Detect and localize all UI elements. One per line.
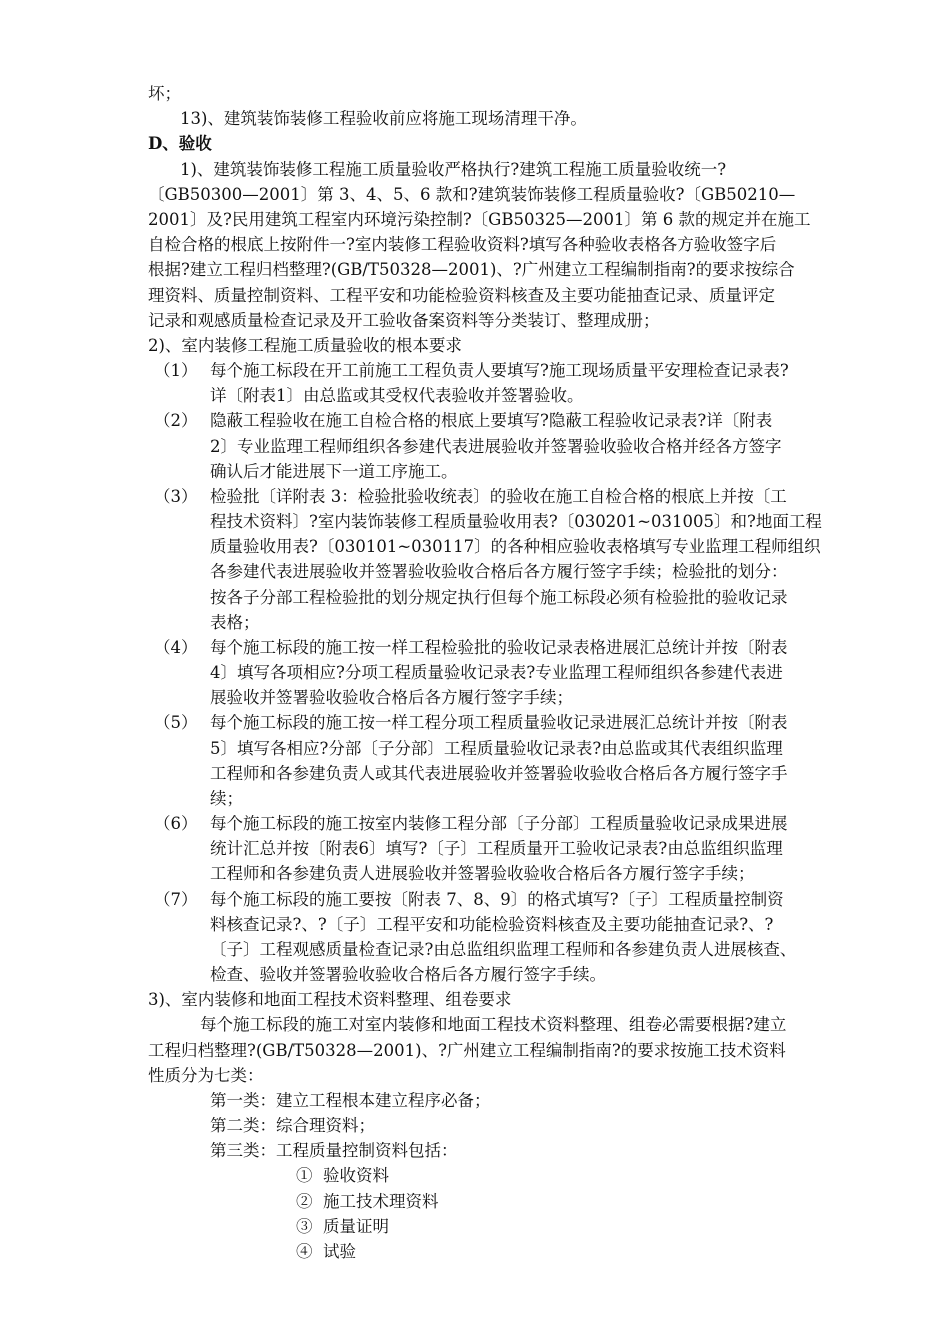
text-line: 续； xyxy=(210,789,243,808)
text-line: 质量验收用表?〔030101~030117〕的各种相应验收表格填写专业监理工程师组织 xyxy=(210,537,821,556)
text-line: 5〕填写各相应?分部〔子分部〕工程质量验收记录表?由总监或其代表组织监理 xyxy=(210,739,783,758)
text-line: 每个施工标段的施工按一样工程检验批的验收记录表格进展汇总统计并按〔附表 xyxy=(210,638,788,657)
item-marker: （4） xyxy=(154,638,198,657)
text-line: 工程归档整理?(GB/T50328—2001)、?广州建立工程编制指南?的要求按施工技术资料 xyxy=(148,1041,786,1060)
list-item: ③ 质量证明 xyxy=(296,1217,389,1236)
text-line: 程技术资料〕?室内装饰装修工程质量验收用表?〔030201~031005〕和?地面工程 xyxy=(210,512,822,531)
text-line: 第二类：综合理资料； xyxy=(210,1116,375,1135)
text-line: 按各子分部工程检验批的划分规定执行但每个施工标段必须有检验批的验收记录 xyxy=(210,588,788,607)
text-line: 性质分为七类： xyxy=(148,1066,264,1085)
text-line: 每个施工标段在开工前施工工程负责人要填写?施工现场质量平安理检查记录表? xyxy=(210,361,789,380)
text-line: 每个施工标段的施工按室内装修工程分部〔子分部〕工程质量验收记录成果进展 xyxy=(210,814,788,833)
text-line: 第一类：建立工程根本建立程序必备； xyxy=(210,1091,491,1110)
text-line: 检查、验收并签署验收验收合格后各方履行签字手续。 xyxy=(210,965,606,984)
item-marker: （3） xyxy=(154,487,198,506)
text-line: 工程师和各参建负责人或其代表进展验收并签署验收验收合格后各方履行签字手 xyxy=(210,764,788,783)
text-line: 坏； xyxy=(148,84,181,103)
text-line: 〔子〕工程观感质量检查记录?由总监组织监理工程师和各参建负责人进展核查、 xyxy=(210,940,797,959)
list-item: ② 施工技术理资料 xyxy=(296,1192,439,1211)
text-line: 理资料、质量控制资料、工程平安和功能检验资料核查及主要功能抽查记录、质量评定 xyxy=(148,286,775,305)
subsection-heading: 2)、室内装修工程施工质量验收的根本要求 xyxy=(148,336,462,355)
text-line: 工程师和各参建负责人进展验收并签署验收验收合格后各方履行签字手续； xyxy=(210,864,755,883)
text-line: 统计汇总并按〔附表6〕填写?〔子〕工程质量开工验收记录表?由总监组织监理 xyxy=(210,839,783,858)
list-item: ① 验收资料 xyxy=(296,1166,389,1185)
text-line: 记录和观感质量检查记录及开工验收备案资料等分类装订、整理成册； xyxy=(148,311,660,330)
text-line: 4〕填写各项相应?分项工程质量验收记录表?专业监理工程师组织各参建代表进 xyxy=(210,663,783,682)
text-line: 检验批〔详附表 3：检验批验收统表〕的验收在施工自检合格的根底上并按〔工 xyxy=(210,487,787,506)
subsection-heading: 3)、室内装修和地面工程技术资料整理、组卷要求 xyxy=(148,990,512,1009)
item-marker: （7） xyxy=(154,890,198,909)
text-line: 2〕专业监理工程师组织各参建代表进展验收并签署验收验收合格并经各方签字 xyxy=(210,437,782,456)
text-line: 详〔附表1〕由总监或其受权代表验收并签署验收。 xyxy=(210,386,584,405)
section-heading: D、验收 xyxy=(148,134,212,153)
text-line: 各参建代表进展验收并签署验收验收合格后各方履行签字手续；检验批的划分： xyxy=(210,562,788,581)
text-line: 〔GB50300—2001〕第 3、4、5、6 款和?建筑装饰装修工程质量验收?〔GB50210— xyxy=(148,185,796,204)
text-line: 每个施工标段的施工要按〔附表 7、8、9〕的格式填写?〔子〕工程质量控制资 xyxy=(210,890,784,909)
item-marker: （5） xyxy=(154,713,198,732)
text-line: 1)、建筑装饰装修工程施工质量验收严格执行?建筑工程施工质量验收统一? xyxy=(180,160,727,179)
item-marker: （2） xyxy=(154,411,198,430)
text-line: 13)、建筑装饰装修工程验收前应将施工现场清理干净。 xyxy=(180,109,587,128)
text-line: 表格； xyxy=(210,613,260,632)
list-item: ④ 试验 xyxy=(296,1242,356,1261)
text-line: 2001〕及?民用建筑工程室内环境污染控制?〔GB50325—2001〕第 6 款的规定并在施工 xyxy=(148,210,811,229)
text-line: 料核查记录?、?〔子〕工程平安和功能检验资料核查及主要功能抽查记录?、? xyxy=(210,915,774,934)
text-line: 确认后才能进展下一道工序施工。 xyxy=(210,462,458,481)
text-line: 每个施工标段的施工对室内装修和地面工程技术资料整理、组卷必需要根据?建立 xyxy=(200,1015,787,1034)
text-line: 第三类：工程质量控制资料包括： xyxy=(210,1141,458,1160)
text-line: 自检合格的根底上按附件一?室内装修工程验收资料?填写各种验收表格各方验收签字后 xyxy=(148,235,777,254)
text-line: 每个施工标段的施工按一样工程分项工程质量验收记录进展汇总统计并按〔附表 xyxy=(210,713,788,732)
item-marker: （6） xyxy=(154,814,198,833)
item-marker: （1） xyxy=(154,361,198,380)
text-line: 根据?建立工程归档整理?(GB/T50328—2001)、?广州建立工程编制指南?的要求按综合 xyxy=(148,260,795,279)
text-line: 隐蔽工程验收在施工自检合格的根底上要填写?隐蔽工程验收记录表?详〔附表 xyxy=(210,411,773,430)
text-line: 展验收并签署验收验收合格后各方履行签字手续； xyxy=(210,688,573,707)
